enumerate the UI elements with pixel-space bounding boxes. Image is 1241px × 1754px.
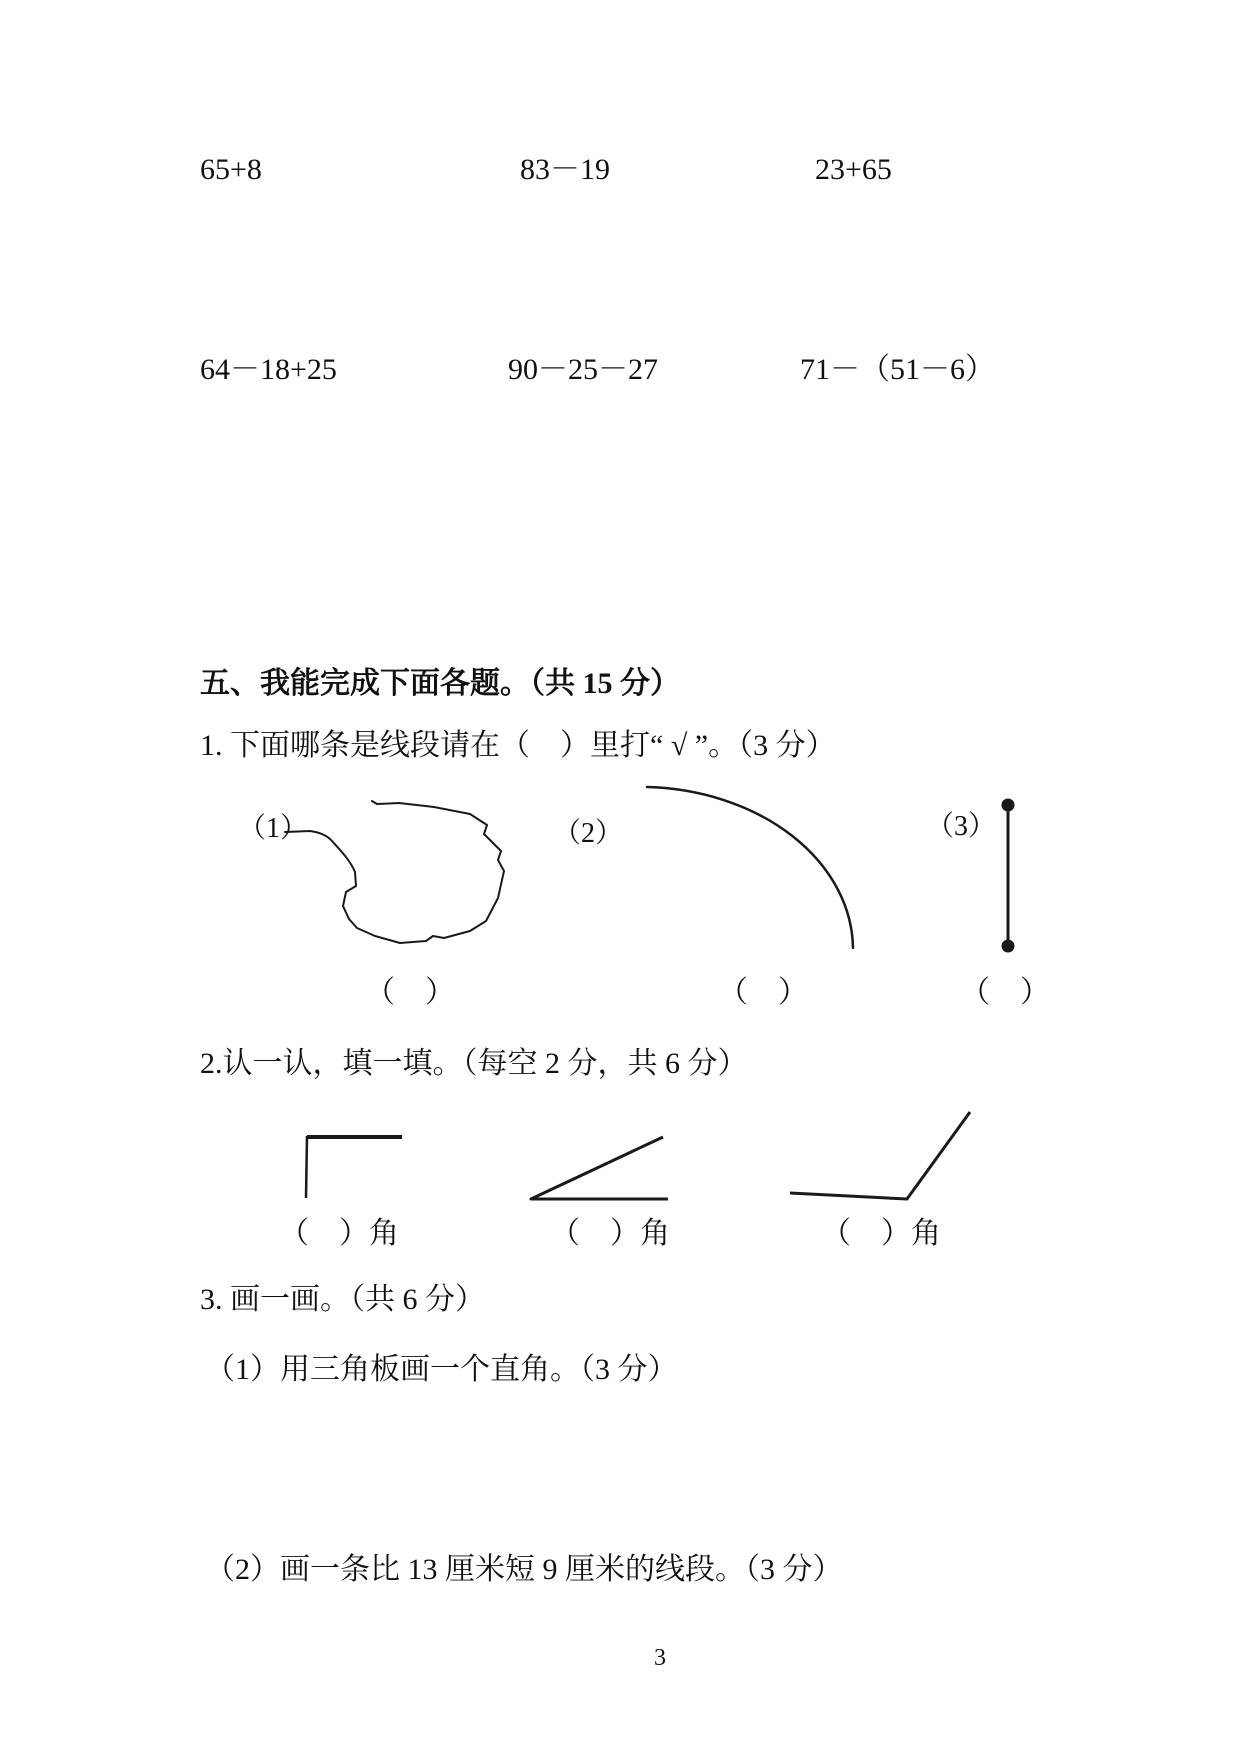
item-label-2: （2） bbox=[553, 818, 624, 849]
calc-expression-6: 71－（51－6） bbox=[800, 353, 995, 386]
question-2-text: 2.认一认，填一填。（每空 2 分，共 6 分） bbox=[200, 1047, 748, 1080]
line-segment-drawing bbox=[990, 788, 1030, 960]
page-number: 3 bbox=[654, 1645, 666, 1671]
arc-curve-drawing bbox=[635, 775, 865, 960]
answer-blank-2: （ ） bbox=[718, 976, 808, 1009]
calc-expression-4: 64－18+25 bbox=[200, 353, 337, 386]
squiggle-curve-drawing bbox=[275, 790, 515, 955]
section-title: 五、我能完成下面各题。（共 15 分） bbox=[200, 667, 680, 700]
angle-blank-3: （ ）角 bbox=[821, 1217, 941, 1250]
question-3-sub1-text: （1）用三角板画一个直角。（3 分） bbox=[205, 1353, 678, 1386]
item-label-1: （1） bbox=[238, 813, 309, 844]
question-1-text: 1. 下面哪条是线段请在（ ）里打“ √ ”。（3 分） bbox=[200, 729, 836, 762]
question-3-text: 3. 画一画。（共 6 分） bbox=[200, 1283, 485, 1316]
angle-blank-2: （ ）角 bbox=[550, 1217, 670, 1250]
right-angle-drawing bbox=[295, 1125, 415, 1210]
acute-angle-drawing bbox=[520, 1125, 680, 1210]
calc-expression-2: 83－19 bbox=[520, 153, 610, 186]
calc-expression-5: 90－25－27 bbox=[508, 353, 658, 386]
angle-blank-1: （ ）角 bbox=[279, 1217, 399, 1250]
answer-blank-1: （ ） bbox=[365, 976, 455, 1009]
answer-blank-3: （ ） bbox=[960, 976, 1050, 1009]
obtuse-angle-drawing bbox=[780, 1105, 980, 1210]
item-label-3: （3） bbox=[926, 811, 997, 842]
calc-expression-1: 65+8 bbox=[200, 153, 262, 186]
question-3-sub2-text: （2）画一条比 13 厘米短 9 厘米的线段。（3 分） bbox=[205, 1553, 843, 1586]
calc-expression-3: 23+65 bbox=[815, 153, 892, 186]
